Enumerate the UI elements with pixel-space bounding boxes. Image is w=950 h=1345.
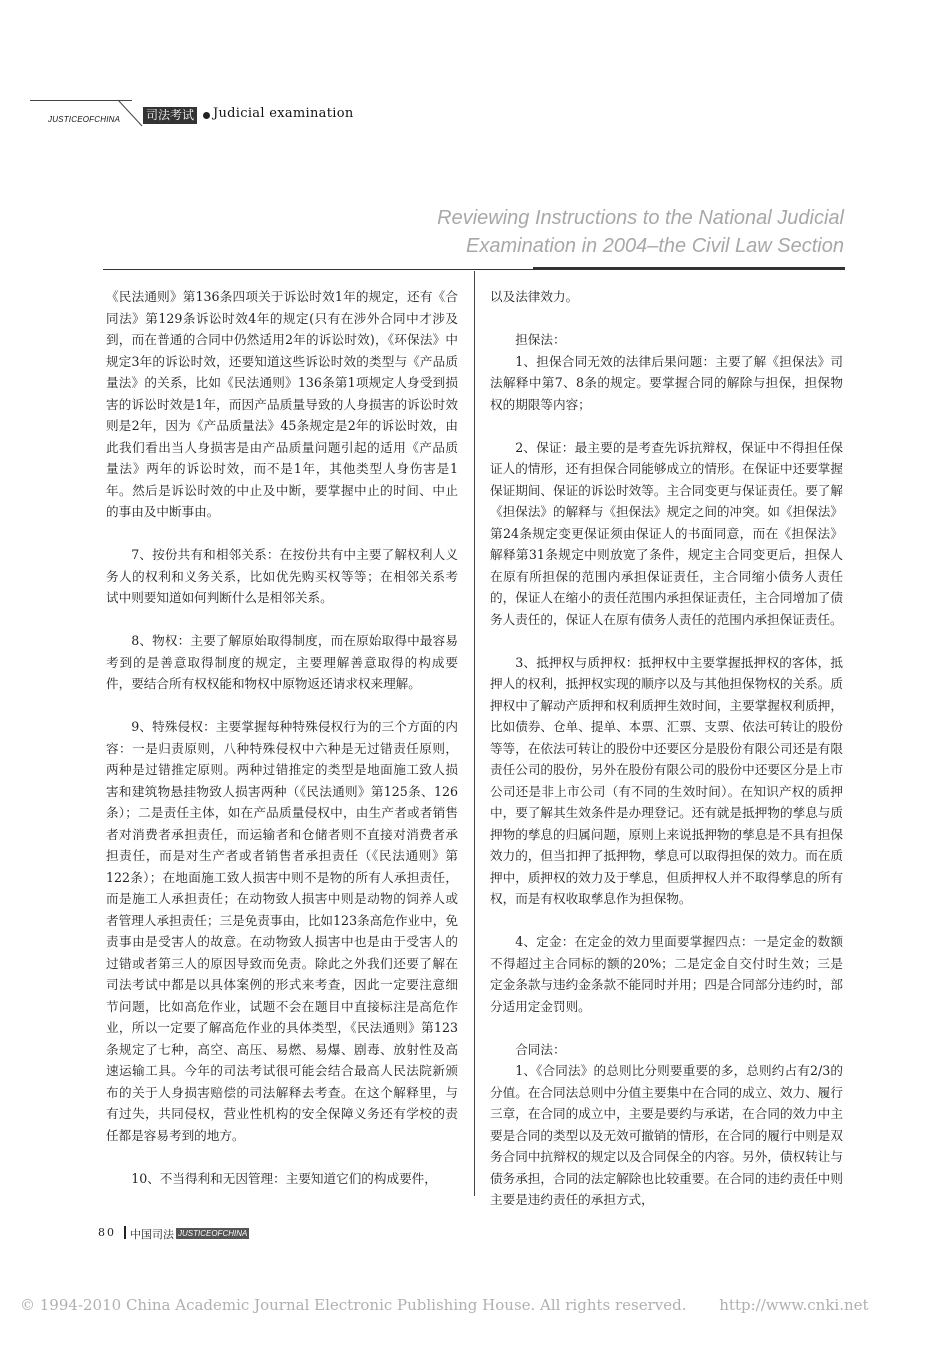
paragraph-suretyship: 2、保证：最主要的是考查先诉抗辩权，保证中不得担任保证人的情形，还有担保合同能够成立的情形。在保证中还要掌握保证期间、保证的诉讼时效等。主合同变更与保证责任。要了解《担保法》的解释与《担保法》规定之间的冲突。如《担保法》第24条规定变更保证须由保证人的书面同意，而在《担保法》解释第31条规定中则放宽了条件，规定主合同变更后，担保人在原有所担保的范围内承担保证责任，主合同缩小债务人责任的，保证人在缩小的责任范围内承担保证责任，主合同增加了债务人责任的，保证人在原有债务人责任的范围内承担保证责任。 — [490, 439, 843, 627]
column-divider — [474, 271, 475, 1196]
copyright-notice — [20, 1296, 869, 1314]
section-heading-contract-law: 合同法： — [515, 1041, 566, 1057]
section-heading-guarantee-law: 担保法： — [515, 332, 566, 347]
paragraph-contract-general: 1、《合同法》的总则比分则要重要的多，总则约占有2/3的分值。在合同法总则中分值主要集中在合同的成立、效力、履行三章，在合同的成立中，主要是要约与承诺，在合同的效力中主要是合同的类型以及无效可撤销的情形，在合同的履行中则是双务合同中抗辩权的规定以及合同保全的内容。另外，债权转让与债务承担，合同的法定解除也比较重要。在合同的违约责任中则主要是违约责任的承担方式， — [490, 1063, 843, 1207]
article-title — [437, 204, 844, 260]
paragraph-property-rights: 8、物权：主要了解原始取得制度，而在原始取得中最容易考到的是善意取得制度的规定，主要理解善意取得的构成要件，要结合所有权权能和物权中原物返还请求权来理解。 — [106, 633, 458, 691]
paragraph-legal-effect: 以及法律效力。 — [490, 289, 579, 304]
header-brand: JUSTICEOFCHINA — [48, 115, 121, 124]
article-title-line2: Examination in 2004–the Civil Law Section — [466, 235, 844, 257]
paragraph-guarantee-invalid: 1、担保合同无效的法律后果问题：主要了解《担保法》司法解释中第7、8条的规定。要掌握合同的解除与担保，担保物权的期限等内容； — [490, 353, 843, 412]
paragraph-mortgage-pledge: 3、抵押权与质押权：抵押权中主要掌握抵押权的客体，抵押人的权利，抵押权实现的顺序以及与其他担保物权的关系。质押权中了解动产质押和权利质押生效时间，主要掌握权利质押，比如债券、仓单、提单、本票、汇票、支票、依法可转让的股份等等，在依法可转让的股份中还要区分是股份有限公司还是有限责任公司的股份，另外在股份有限公司的股份中还要区分是上市公司还是非上市公司（有不同的生效时间）。在知识产权的质押中，要了解其生效条件是办理登记。还有就是抵押物的孳息与质押物的孳息的归属问题，原则上来说抵押物的孳息是不具有担保效力的，但当扣押了抵押物，孳息可以取得担保的效力。而在质押中，质押权的效力及于孳息，但质押权人并不取得孳息的所有权，而是有权收取孳息作为担保物。 — [490, 654, 843, 906]
header-section-en: Judicial examination — [213, 106, 354, 121]
paragraph-co-ownership: 7、按份共有和相邻关系：在按份共有中主要了解权利人义务人的权利和义务关系，比如优先购买权等等；在相邻关系考试中则要知道如何判断什么是相邻关系。 — [106, 547, 458, 605]
footer-separator — [124, 1226, 126, 1239]
left-column — [106, 286, 458, 1189]
paragraph-unjust-enrichment: 10、不当得利和无因管理：主要知道它们的构成要件， — [131, 1170, 437, 1186]
footer-journal-en: JUSTICEOFCHINA — [178, 1229, 248, 1238]
header-section-cn: 司法考试 — [143, 107, 197, 124]
copyright-text: © 1994-2010 China Academic Journal Electronic Publishing House. All rights reserved. — [20, 1296, 687, 1314]
header-bullet-icon — [203, 112, 210, 119]
paragraph-deposit: 4、定金：在定金的效力里面要掌握四点：一是定金的数额不得超过主合同标的额的20%；二是定金自交付时生效；三是定金条款与违约金条款不能同时并用；四是合同部分违约时，部分适用定金罚则。 — [490, 934, 843, 1014]
paragraph-special-torts: 9、特殊侵权：主要掌握每种特殊侵权行为的三个方面的内容：一是归责原则，八种特殊侵权中六种是无过错责任原则，两种是过错推定原则。两种过错推定的类型是地面施工致人损害和建筑物悬挂物致人损害两种（《民法通则》第125条、126条）；二是责任主体，如在产品质量侵权中，由生产者或者销售者对消费者承担责任，而运输者和仓储者则不直接对消费者承担责任，而是对生产者或者销售者承担责任（《民法通则》第122条）；在地面施工致人损害中则不是物的所有人承担责任，而是施工人承担责任；在动物致人损害中则是动物的饲养人或者管理人承担责任；三是免责事由，比如123条高危作业中，免责事由是受害人的故意。在动物致人损害中也是由于受害人的过错或者第三人的原因导致而免责。除此之外我们还要了解在司法考试中都是以具体案例的形式来考查，因此一定要注意细节问题，比如高危作业，试题不会在题目中直接标注是高危作业，所以一定要了解高危作业的具体类型，《民法通则》第123条规定了七种，高空、高压、易燃、易爆、剧毒、放射性及高速运输工具。今年的司法考试很可能会结合最高人民法院新颁布的关于人身损害赔偿的司法解释去考查。在这个解释里，与有过失，共同侵权，营业性机构的安全保障义务还有学校的责任都是容易考到的地方。 — [106, 719, 458, 1143]
header-rule — [30, 100, 132, 101]
copyright-url[interactable]: http://www.cnki.net — [719, 1296, 869, 1314]
article-title-line1: Reviewing Instructions to the National Judicial — [437, 207, 844, 229]
paragraph-statute-limitations: 《民法通则》第136条四项关于诉讼时效1年的规定，还有《合同法》第129条诉讼时效4年的规定(只有在涉外合同中才涉及到，而在普通的合同中仍然适用2年的诉讼时效)，《环保法》中规定3年的诉讼时效，还要知道这些诉讼时效的类型与《产品质量法》的关系，比如《民法通则》136条第1项规定人身受到损害的诉讼时效是1年，而因产品质量导致的人身损害的诉讼时效则是2年，因为《产品质量法》45条规定是2年的诉讼时效，由此我们看出当人身损害是由产品质量问题引起的适用《产品质量法》两年的诉讼时效，而不是1年，其他类型人身伤害是1年。然后是诉讼时效的中止及中断，要掌握中止的时间、中止的事由及中断事由。 — [106, 289, 458, 519]
page-number: 80 — [98, 1226, 116, 1239]
title-rule-thick — [533, 267, 845, 270]
header-diagonal-rule — [118, 99, 144, 127]
footer-journal-cn: 中国司法 — [130, 1228, 174, 1241]
title-rule-thin — [103, 269, 533, 270]
right-column — [490, 286, 843, 1211]
